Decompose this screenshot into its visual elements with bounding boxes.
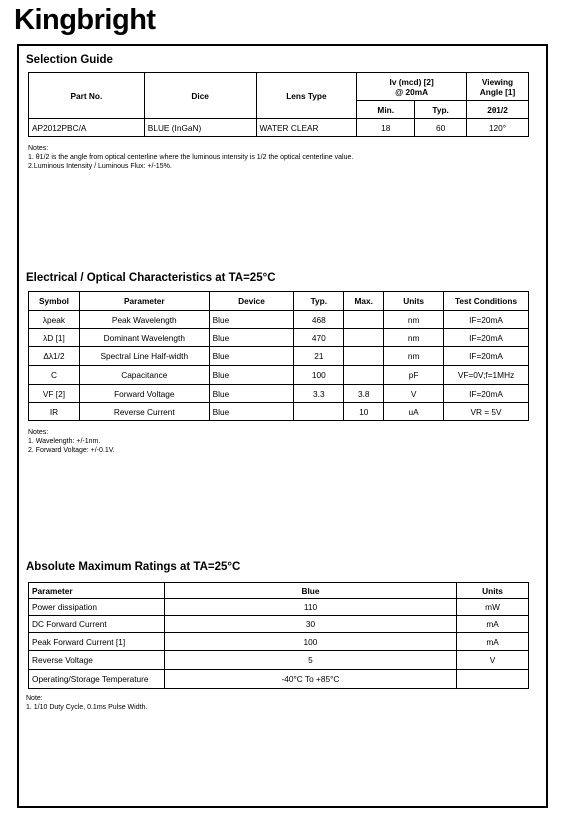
- cell-parameter: Peak Wavelength: [79, 311, 209, 329]
- table-row: [29, 311, 529, 329]
- cell-device: Blue: [209, 385, 294, 403]
- note-line: 2.Luminous Intensity / Luminous Flux: +/-15%.: [28, 163, 172, 170]
- absolute-ratings-title: Absolute Maximum Ratings at TA=25°C: [26, 561, 241, 573]
- electrical-title: Electrical / Optical Characteristics at TA=25°C: [26, 272, 276, 284]
- note-line: Notes:: [28, 145, 49, 152]
- cell-parameter: Operating/Storage Temperature: [29, 670, 165, 689]
- header-part-no: Part No.: [29, 73, 145, 119]
- table-row: [29, 366, 529, 385]
- header-blue: Blue: [164, 583, 456, 599]
- cell-symbol: Δλ1/2: [29, 347, 80, 366]
- cell-units: mA: [457, 616, 529, 633]
- cell-value: 100: [164, 633, 456, 651]
- cell-max: 10: [344, 403, 384, 421]
- cell-units: nm: [384, 347, 444, 366]
- table-row: [29, 385, 529, 403]
- cell-device: Blue: [209, 403, 294, 421]
- header-theta: 2θ1/2: [467, 101, 529, 119]
- cell-typ: 3.3: [294, 385, 344, 403]
- cell-parameter: Spectral Line Half-width: [79, 347, 209, 366]
- table-row: [29, 403, 529, 421]
- cell-symbol: λpeak: [29, 311, 80, 329]
- cell-units: uA: [384, 403, 444, 421]
- cell-symbol: VF [2]: [29, 385, 80, 403]
- note-line: Note:: [26, 695, 43, 702]
- cell-min: 18: [357, 119, 415, 137]
- header-device: Device: [209, 292, 294, 311]
- cell-parameter: Dominant Wavelength: [79, 329, 209, 347]
- table-row: [29, 347, 529, 366]
- cell-device: Blue: [209, 329, 294, 347]
- cell-device: Blue: [209, 347, 294, 366]
- cell-test-conditions: IF=20mA: [444, 329, 529, 347]
- selection-notes: [28, 144, 353, 171]
- table-row: [29, 616, 529, 633]
- selection-guide-table: [28, 72, 529, 137]
- cell-value: 30: [164, 616, 456, 633]
- note-line: 1. Wavelength: +/-1nm.: [28, 438, 101, 445]
- selection-guide-title: Selection Guide: [26, 54, 113, 66]
- table-row: [29, 670, 529, 689]
- header-typ: Typ.: [294, 292, 344, 311]
- cell-lens: WATER CLEAR: [256, 119, 357, 137]
- cell-parameter: Reverse Current: [79, 403, 209, 421]
- note-line: Notes:: [28, 429, 49, 436]
- note-line: 1. θ1/2 is the angle from optical centerline where the luminous intensity is 1/2 the optical centerline value.: [28, 154, 354, 161]
- table-row: [29, 599, 529, 616]
- table-row: [29, 651, 529, 670]
- cell-device: Blue: [209, 366, 294, 385]
- cell-parameter: Reverse Voltage: [29, 651, 165, 670]
- cell-units: V: [457, 651, 529, 670]
- header-parameter: Parameter: [79, 292, 209, 311]
- header-dice: Dice: [144, 73, 256, 119]
- cell-symbol: C: [29, 366, 80, 385]
- header-viewing-angle: [467, 73, 529, 101]
- note-line: 1. 1/10 Duty Cycle, 0.1ms Pulse Width.: [26, 704, 148, 711]
- table-row: [29, 633, 529, 651]
- cell-units: mA: [457, 633, 529, 651]
- cell-units: mW: [457, 599, 529, 616]
- cell-symbol: λD [1]: [29, 329, 80, 347]
- cell-angle: 120°: [467, 119, 529, 137]
- header-iv: [357, 73, 467, 101]
- header-typ: Typ.: [415, 101, 467, 119]
- header-lens-type: Lens Type: [256, 73, 357, 119]
- cell-typ: [294, 403, 344, 421]
- cell-typ: 100: [294, 366, 344, 385]
- cell-typ: 470: [294, 329, 344, 347]
- header-units: Units: [384, 292, 444, 311]
- absolute-ratings-table: [28, 582, 529, 689]
- cell-part-no: AP2012PBC/A: [29, 119, 145, 137]
- electrical-notes: [28, 428, 115, 455]
- header-units: Units: [457, 583, 529, 599]
- cell-units: nm: [384, 329, 444, 347]
- header-viewing-line1: Viewing: [481, 76, 514, 87]
- header-symbol: Symbol: [29, 292, 80, 311]
- cell-parameter: Peak Forward Current [1]: [29, 633, 165, 651]
- cell-typ: 60: [415, 119, 467, 137]
- note-line: 2. Forward Voltage: +/-0.1V.: [28, 447, 115, 454]
- table-row: [29, 329, 529, 347]
- header-viewing-line2: Angle [1]: [479, 86, 516, 97]
- cell-units: nm: [384, 311, 444, 329]
- cell-parameter: Capacitance: [79, 366, 209, 385]
- cell-test-conditions: IF=20mA: [444, 385, 529, 403]
- absolute-header-row: [29, 583, 529, 599]
- cell-max: [344, 366, 384, 385]
- header-parameter: Parameter: [29, 583, 165, 599]
- header-max: Max.: [344, 292, 384, 311]
- cell-max: [344, 329, 384, 347]
- cell-parameter: Power dissipation: [29, 599, 165, 616]
- header-iv-line2: @ 20mA: [395, 86, 429, 97]
- absolute-notes: [26, 694, 147, 712]
- cell-units: V: [384, 385, 444, 403]
- cell-symbol: IR: [29, 403, 80, 421]
- cell-dice: BLUE (InGaN): [144, 119, 256, 137]
- table-row: [29, 119, 529, 137]
- cell-value: -40°C To +85°C: [164, 670, 456, 689]
- cell-units: pF: [384, 366, 444, 385]
- cell-max: [344, 311, 384, 329]
- cell-test-conditions: IF=20mA: [444, 347, 529, 366]
- cell-max: 3.8: [344, 385, 384, 403]
- cell-max: [344, 347, 384, 366]
- electrical-header-row: [29, 292, 529, 311]
- cell-units: [457, 670, 529, 689]
- cell-test-conditions: VR = 5V: [444, 403, 529, 421]
- cell-value: 110: [164, 599, 456, 616]
- header-iv-line1: Iv (mcd) [2]: [389, 76, 434, 87]
- cell-value: 5: [164, 651, 456, 670]
- cell-test-conditions: VF=0V;f=1MHz: [444, 366, 529, 385]
- cell-parameter: Forward Voltage: [79, 385, 209, 403]
- brand-logo: Kingbright: [14, 4, 156, 36]
- cell-device: Blue: [209, 311, 294, 329]
- cell-parameter: DC Forward Current: [29, 616, 165, 633]
- header-test-conditions: Test Conditions: [444, 292, 529, 311]
- cell-typ: 468: [294, 311, 344, 329]
- header-min: Min.: [357, 101, 415, 119]
- cell-typ: 21: [294, 347, 344, 366]
- cell-test-conditions: IF=20mA: [444, 311, 529, 329]
- electrical-table: [28, 291, 529, 421]
